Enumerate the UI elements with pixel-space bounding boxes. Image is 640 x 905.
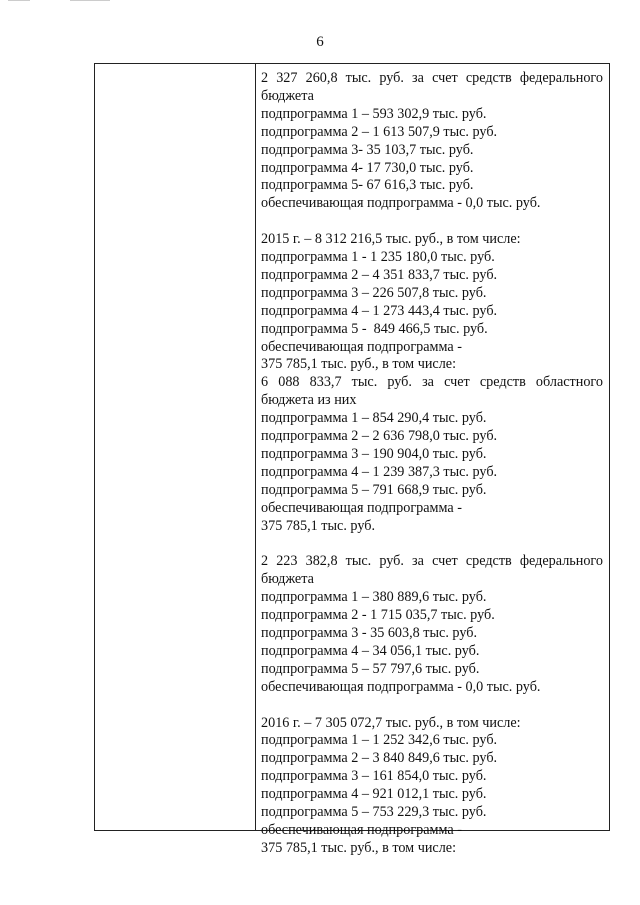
funding-text-line: 2016 г. – 7 305 072,7 тыс. руб., в том числе: bbox=[261, 714, 521, 731]
funding-text-line: подпрограмма 5- 67 616,3 тыс. руб. bbox=[261, 177, 474, 194]
funding-text-line: подпрограмма 2 – 4 351 833,7 тыс. руб. bbox=[261, 266, 498, 283]
funding-text-line: подпрограмма 1 – 380 889,6 тыс. руб. bbox=[261, 589, 487, 606]
funding-text-line: 6 088 833,7 тыс. руб. за счет средств областного bbox=[261, 374, 603, 391]
funding-text-line: подпрограмма 5 – 791 668,9 тыс. руб. bbox=[261, 481, 487, 498]
scan-edge-mark bbox=[8, 0, 30, 1]
funding-text-line: 375 785,1 тыс. руб., в том числе: bbox=[261, 839, 457, 856]
funding-text-line: бюджета bbox=[261, 87, 314, 104]
funding-text-line: подпрограмма 4 – 1 239 387,3 тыс. руб. bbox=[261, 463, 498, 480]
funding-text-line: подпрограмма 2 – 1 613 507,9 тыс. руб. bbox=[261, 123, 498, 140]
funding-text-line: подпрограмма 3- 35 103,7 тыс. руб. bbox=[261, 141, 474, 158]
funding-text-line: бюджета из них bbox=[261, 392, 357, 409]
funding-text-line: подпрограмма 3 – 226 507,8 тыс. руб. bbox=[261, 284, 487, 301]
table-right-cell bbox=[256, 64, 609, 856]
funding-text-line: подпрограмма 5 – 753 229,3 тыс. руб. bbox=[261, 804, 487, 821]
paragraph-gap bbox=[261, 213, 603, 231]
funding-text-line: подпрограмма 5 - 849 466,5 тыс. руб. bbox=[261, 320, 488, 337]
paragraph-gap bbox=[261, 697, 603, 715]
funding-text-line: 375 785,1 тыс. руб., в том числе: bbox=[261, 356, 457, 373]
funding-text-line: обеспечивающая подпрограмма - bbox=[261, 499, 462, 516]
funding-text-line: подпрограмма 4 – 34 056,1 тыс. руб. bbox=[261, 642, 480, 659]
funding-text-line: 2 327 260,8 тыс. руб. за счет средств федерального bbox=[261, 70, 603, 86]
funding-text-line: подпрограмма 3 – 161 854,0 тыс. руб. bbox=[261, 768, 487, 785]
funding-text-line: подпрограмма 4 – 921 012,1 тыс. руб. bbox=[261, 786, 487, 803]
table-left-cell bbox=[95, 64, 256, 830]
funding-text-line: обеспечивающая подпрограмма - bbox=[261, 822, 462, 839]
funding-text-line: 2 223 382,8 тыс. руб. за счет средств федерального bbox=[261, 553, 603, 570]
funding-text-line: бюджета bbox=[261, 571, 314, 588]
program-funding-table bbox=[94, 63, 610, 856]
funding-text-line: обеспечивающая подпрограмма - 0,0 тыс. руб. bbox=[261, 678, 541, 695]
funding-text-line: обеспечивающая подпрограмма - bbox=[261, 338, 462, 355]
funding-text-line: подпрограмма 2 – 2 636 798,0 тыс. руб. bbox=[261, 428, 498, 445]
funding-text-line: подпрограмма 1 - 1 235 180,0 тыс. руб. bbox=[261, 249, 495, 266]
funding-text-line: подпрограмма 1 – 1 252 342,6 тыс. руб. bbox=[261, 732, 498, 749]
funding-text-line: подпрограмма 4- 17 730,0 тыс. руб. bbox=[261, 159, 474, 176]
funding-text-line: подпрограмма 5 – 57 797,6 тыс. руб. bbox=[261, 660, 480, 677]
funding-text-line: 375 785,1 тыс. руб. bbox=[261, 517, 375, 534]
funding-text-line: подпрограмма 4 – 1 273 443,4 тыс. руб. bbox=[261, 302, 498, 319]
funding-text-line: подпрограмма 2 - 1 715 035,7 тыс. руб. bbox=[261, 607, 495, 624]
scan-edge-mark bbox=[70, 0, 110, 1]
funding-text-line: подпрограмма 3 – 190 904,0 тыс. руб. bbox=[261, 446, 487, 463]
funding-text-line: подпрограмма 1 – 854 290,4 тыс. руб. bbox=[261, 410, 487, 427]
funding-text-line: подпрограмма 3 - 35 603,8 тыс. руб. bbox=[261, 625, 478, 642]
funding-text-line: подпрограмма 2 – 3 840 849,6 тыс. руб. bbox=[261, 750, 498, 767]
funding-text-line: 2015 г. – 8 312 216,5 тыс. руб., в том числе: bbox=[261, 231, 521, 248]
page-number: 6 bbox=[316, 34, 324, 50]
paragraph-gap bbox=[261, 536, 603, 554]
funding-text-line: подпрограмма 1 – 593 302,9 тыс. руб. bbox=[261, 105, 487, 122]
funding-text-line: обеспечивающая подпрограмма - 0,0 тыс. руб. bbox=[261, 195, 541, 212]
